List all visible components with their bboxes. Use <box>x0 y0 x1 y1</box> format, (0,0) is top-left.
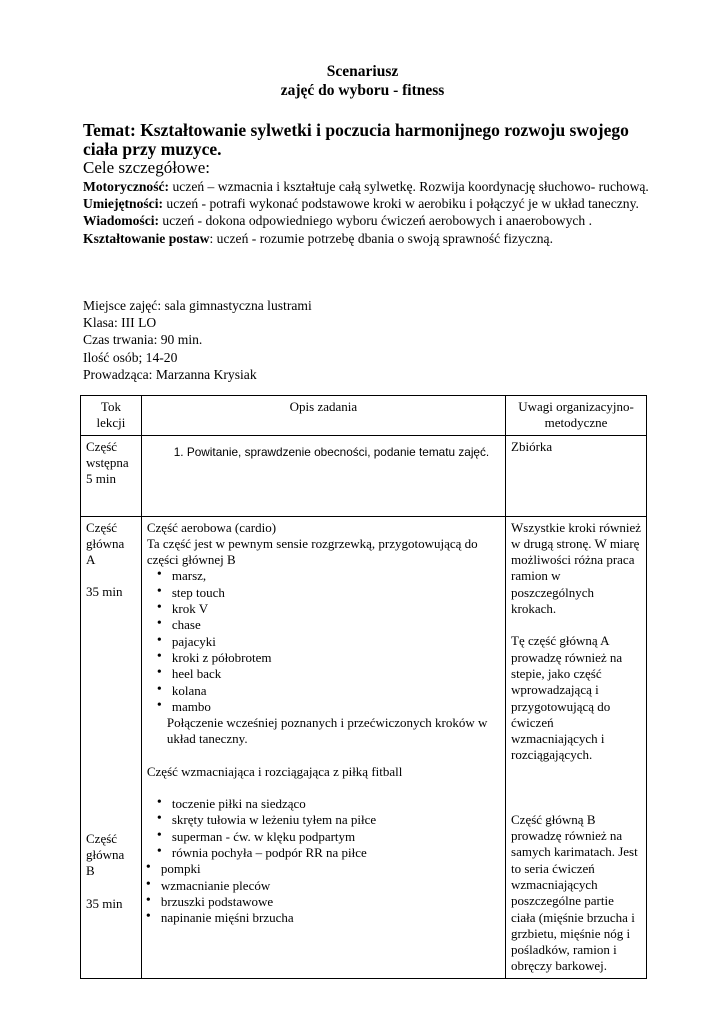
goal-text: uczeń - dokona odpowiedniego wyboru ćwiczeń aerobowych i anaerobowych . <box>159 213 592 229</box>
task-list <box>147 444 500 461</box>
phase-cell <box>81 516 142 978</box>
part-b-title: Część wzmacniająca i rozciągająca z piłką fitball <box>146 763 403 779</box>
aerobic-steps-list <box>147 568 500 715</box>
note-part-b: Część główną B prowadzę również na samych karimatach. Jest to seria ćwiczeń wzmacniających poszczególne partie ciała (mięśnie brzucha i grzbietu, mięśnie nóg i pośladków, ramion i obręczy barkowej. <box>511 811 638 974</box>
goal-label: Wiadomości: <box>83 213 160 229</box>
phase-b-time: 35 min <box>86 895 123 911</box>
info-duration: Czas trwania: 90 min. <box>83 332 203 348</box>
notes-cell: Zbiórka <box>506 435 647 516</box>
header-cell-task: Opis zadania <box>141 396 505 436</box>
goal-item <box>83 212 663 229</box>
header-cell-phase: Tok lekcji <box>81 396 142 436</box>
note-steps: Wszystkie kroki również w drugą stronę. W miarę możliwości różna praca ramion w poszczególnych krokach. <box>511 519 641 617</box>
task-cell <box>141 435 505 516</box>
list-item: • step touch <box>172 585 500 601</box>
lesson-plan-table <box>80 395 647 979</box>
list-item: • mambo <box>172 699 500 715</box>
phase-a-label: Część główna A <box>86 519 125 568</box>
list-item: • pajacyki <box>172 634 500 650</box>
goal-item <box>83 178 663 195</box>
list-item: • napinanie mięśni brzucha <box>161 910 500 926</box>
list-item: • skręty tułowia w leżeniu tyłem na piłce <box>172 812 500 828</box>
fitball-exercises-list <box>147 796 500 861</box>
list-item: • marsz, <box>172 568 500 584</box>
strength-exercises-list <box>147 861 500 926</box>
list-item: • pompki <box>161 861 500 877</box>
notes-cell <box>506 516 647 978</box>
info-class: Klasa: III LO <box>83 315 157 331</box>
list-item: • wzmacnianie pleców <box>161 878 500 894</box>
list-item: • krok V <box>172 601 500 617</box>
table-row <box>81 435 647 516</box>
goal-label: Motoryczność: <box>83 179 170 194</box>
phase-cell: Część wstępna 5 min <box>81 435 142 516</box>
goal-label: Kształtowanie postaw <box>83 230 210 246</box>
goal-text: uczeń – wzmacnia i kształtuje całą sylwetkę. Rozwija koordynację słuchowo- ruchową. <box>169 179 649 194</box>
goal-item <box>83 195 663 212</box>
goal-label: Umiejętności: <box>83 196 164 212</box>
goal-item <box>83 230 663 247</box>
phase-a-time: 35 min <box>86 584 123 600</box>
goal-text: : uczeń - rozumie potrzebę dbania o swoją sprawność fizyczną. <box>209 230 553 246</box>
list-item: • superman - ćw. w klęku podpartym <box>172 829 500 845</box>
lesson-info <box>83 297 312 383</box>
info-participants: Ilość osób; 14-20 <box>83 349 178 365</box>
doc-subtitle: zajęć do wyboru - fitness <box>280 82 445 99</box>
list-item: 1. Powitanie, sprawdzenie obecności, podanie tematu zajęć. <box>187 444 500 461</box>
info-place: Miejsce zajęć: sala gimnastyczna lustrami <box>83 298 312 313</box>
info-instructor: Prowadząca: Marzanna Krysiak <box>83 366 257 382</box>
table-header-row <box>81 396 647 436</box>
goals-list <box>83 178 663 247</box>
list-item: • toczenie piłki na siedząco <box>172 796 500 812</box>
lesson-topic: Temat: Kształtowanie sylwetki i poczucia harmonijnego rozwoju swojego ciała przy muzyce. <box>83 120 629 159</box>
list-item: • brzuszki podstawowe <box>161 894 500 910</box>
part-a-end: Połączenie wcześniej poznanych i przećwiczonych kroków w układ taneczny. <box>166 715 488 747</box>
note-part-a: Tę część główną A prowadzę również na stepie, jako część wprowadzającą i przygotowującą do ćwiczeń wzmacniających i rozciągających. <box>511 633 623 763</box>
list-item: • kroki z półobrotem <box>172 650 500 666</box>
task-cell <box>141 516 505 978</box>
part-a-desc: Ta część jest w pewnym sensie rozgrzewką, przygotowującą do części głównej B <box>146 535 478 568</box>
header-cell-notes: Uwagi organizacyjno-metodyczne <box>506 396 647 436</box>
goals-heading: Cele szczegółowe: <box>83 158 210 177</box>
goal-text: uczeń - potrafi wykonać podstawowe kroki w aerobiku i połączyć je w układ taneczny. <box>163 196 639 212</box>
list-item: • równia pochyła – podpór RR na piłce <box>172 845 500 861</box>
table-row <box>81 516 647 978</box>
list-item: • chase <box>172 617 500 633</box>
phase-b-label: Część główna B <box>86 830 125 879</box>
list-item: • heel back <box>172 666 500 682</box>
list-item: • kolana <box>172 683 500 699</box>
part-a-title: Część aerobowa (cardio) <box>146 519 277 535</box>
doc-title: Scenariusz <box>326 63 399 80</box>
